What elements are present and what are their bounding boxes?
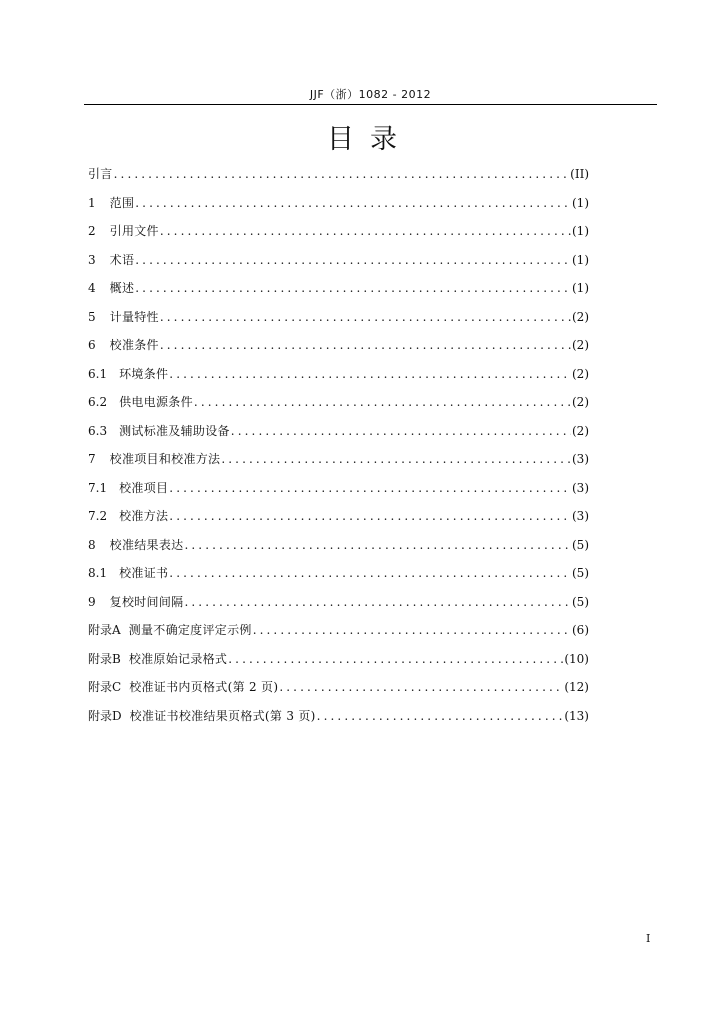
toc-entry-page: (2) [572,309,589,324]
toc-leader-dots [135,189,571,218]
toc-entry-number: 6.1 [88,366,108,381]
page-number: I [646,932,651,945]
toc-entry-label: 校准方法 [119,509,169,523]
toc-entry[interactable] [88,702,589,731]
toc-leader-dots [184,588,571,617]
toc-leader-dots [135,274,571,303]
toc-entry-page: (3) [572,452,589,466]
toc-entry-page: (5) [572,594,589,609]
toc-entry-label: 范围 [109,195,135,210]
toc-entry-page: (13) [564,708,589,723]
toc-entry-number: 5 [88,309,96,324]
toc-entry-label: 计量特性 [109,309,159,324]
toc-entry-number: 7 [88,452,96,466]
toc-entry-page: (2) [572,395,589,409]
toc-entry-page: (2) [572,338,589,352]
toc-entry-page: (5) [572,566,589,580]
toc-entry-page: (II) [570,167,589,181]
toc-entry[interactable] [88,445,589,474]
toc-entry-label: 校准证书 [119,566,169,580]
toc-entry[interactable] [88,246,589,275]
toc-entry[interactable] [88,331,589,360]
toc-entry-label: 校准条件 [109,338,159,352]
toc-leader-dots [169,360,571,389]
toc-entry[interactable] [88,360,589,389]
toc-leader-dots [135,246,571,275]
toc-entry-label: 测量不确定度评定示例 [128,623,252,637]
toc-leader-dots [169,502,571,531]
toc-entry-page: (2) [572,366,589,381]
toc-leader-dots [194,388,571,417]
toc-entry-number: 4 [88,281,96,295]
toc-entry-number: 8 [88,537,96,552]
toc-entry-page: (1) [572,281,589,295]
toc-entry-number: 2 [88,224,96,238]
toc-entry[interactable] [88,303,589,332]
toc-entry-label: 供电电源条件 [119,395,193,409]
toc-entry-page: (10) [564,651,589,666]
toc-entry[interactable] [88,189,589,218]
toc-entry-label: 校准证书校准结果页格式(第 3 页) [129,708,316,723]
toc-entry[interactable] [88,616,589,645]
toc-entry-number: 附录B [88,651,121,666]
toc-entry-number: 8.1 [88,566,108,580]
header-rule [84,104,657,105]
running-header: JJF（浙）1082 - 2012 [309,88,432,101]
toc-leader-dots [160,217,571,246]
toc-entry-number: 6 [88,338,96,352]
toc-entry[interactable] [88,274,589,303]
toc-entry-label: 校准证书内页格式(第 2 页) [129,680,279,694]
toc-leader-dots [317,702,564,731]
toc-leader-dots [253,616,571,645]
toc-leader-dots [279,673,563,702]
toc-entry[interactable] [88,559,589,588]
toc-entry-label: 术语 [109,252,135,267]
toc-leader-dots [184,531,571,560]
toc-entry[interactable] [88,588,589,617]
toc-entry-number: 附录C [88,680,122,694]
toc-entry-page: (3) [572,509,589,523]
toc-entry[interactable] [88,531,589,560]
toc-entry-page: (1) [572,224,589,238]
toc-entry-label: 校准原始记录格式 [128,651,228,666]
toc-entry-label: 测试标准及辅助设备 [119,423,230,438]
toc-entry-number: 附录A [88,623,121,637]
toc-leader-dots [231,417,571,446]
toc-entry[interactable] [88,645,589,674]
toc-entry-number: 附录D [88,708,122,723]
toc-entry-page: (1) [572,252,589,267]
toc-entry[interactable] [88,417,589,446]
toc-entry-label: 环境条件 [119,366,169,381]
toc-leader-dots [114,160,570,189]
toc-entry-number: 1 [88,195,96,210]
toc-entry-label: 引言 [88,167,113,181]
toc-entry-label: 校准项目和校准方法 [109,452,221,466]
toc-entry-page: (3) [572,480,589,495]
toc-leader-dots [169,474,571,503]
toc-leader-dots [169,559,571,588]
toc-entry-label: 校准项目 [119,480,169,495]
toc-entry-page: (5) [572,537,589,552]
toc-entry-page: (12) [564,680,589,694]
toc-entry-label: 概述 [109,281,135,295]
toc-entry-number: 9 [88,594,96,609]
toc-entry-number: 7.2 [88,509,108,523]
toc-leader-dots [160,303,571,332]
toc-entry[interactable] [88,388,589,417]
toc-entry[interactable] [88,502,589,531]
toc-entry[interactable] [88,217,589,246]
toc-entry[interactable] [88,160,589,189]
toc-leader-dots [160,331,571,360]
toc-entry-label: 引用文件 [109,224,159,238]
toc-entry-page: (2) [572,423,589,438]
toc-entry-label: 复校时间间隔 [109,594,184,609]
toc-entry-number: 3 [88,252,96,267]
toc-entry-number: 6.3 [88,423,108,438]
toc-leader-dots [228,645,563,674]
toc-entry-number: 7.1 [88,480,108,495]
toc-leader-dots [221,445,571,474]
table-of-contents [88,160,589,730]
toc-entry-page: (6) [572,623,589,637]
toc-entry[interactable] [88,474,589,503]
toc-entry[interactable] [88,673,589,702]
page-title: 目录 [327,124,413,155]
toc-entry-label: 校准结果表达 [109,537,184,552]
toc-entry-page: (1) [572,195,589,210]
toc-entry-number: 6.2 [88,395,108,409]
